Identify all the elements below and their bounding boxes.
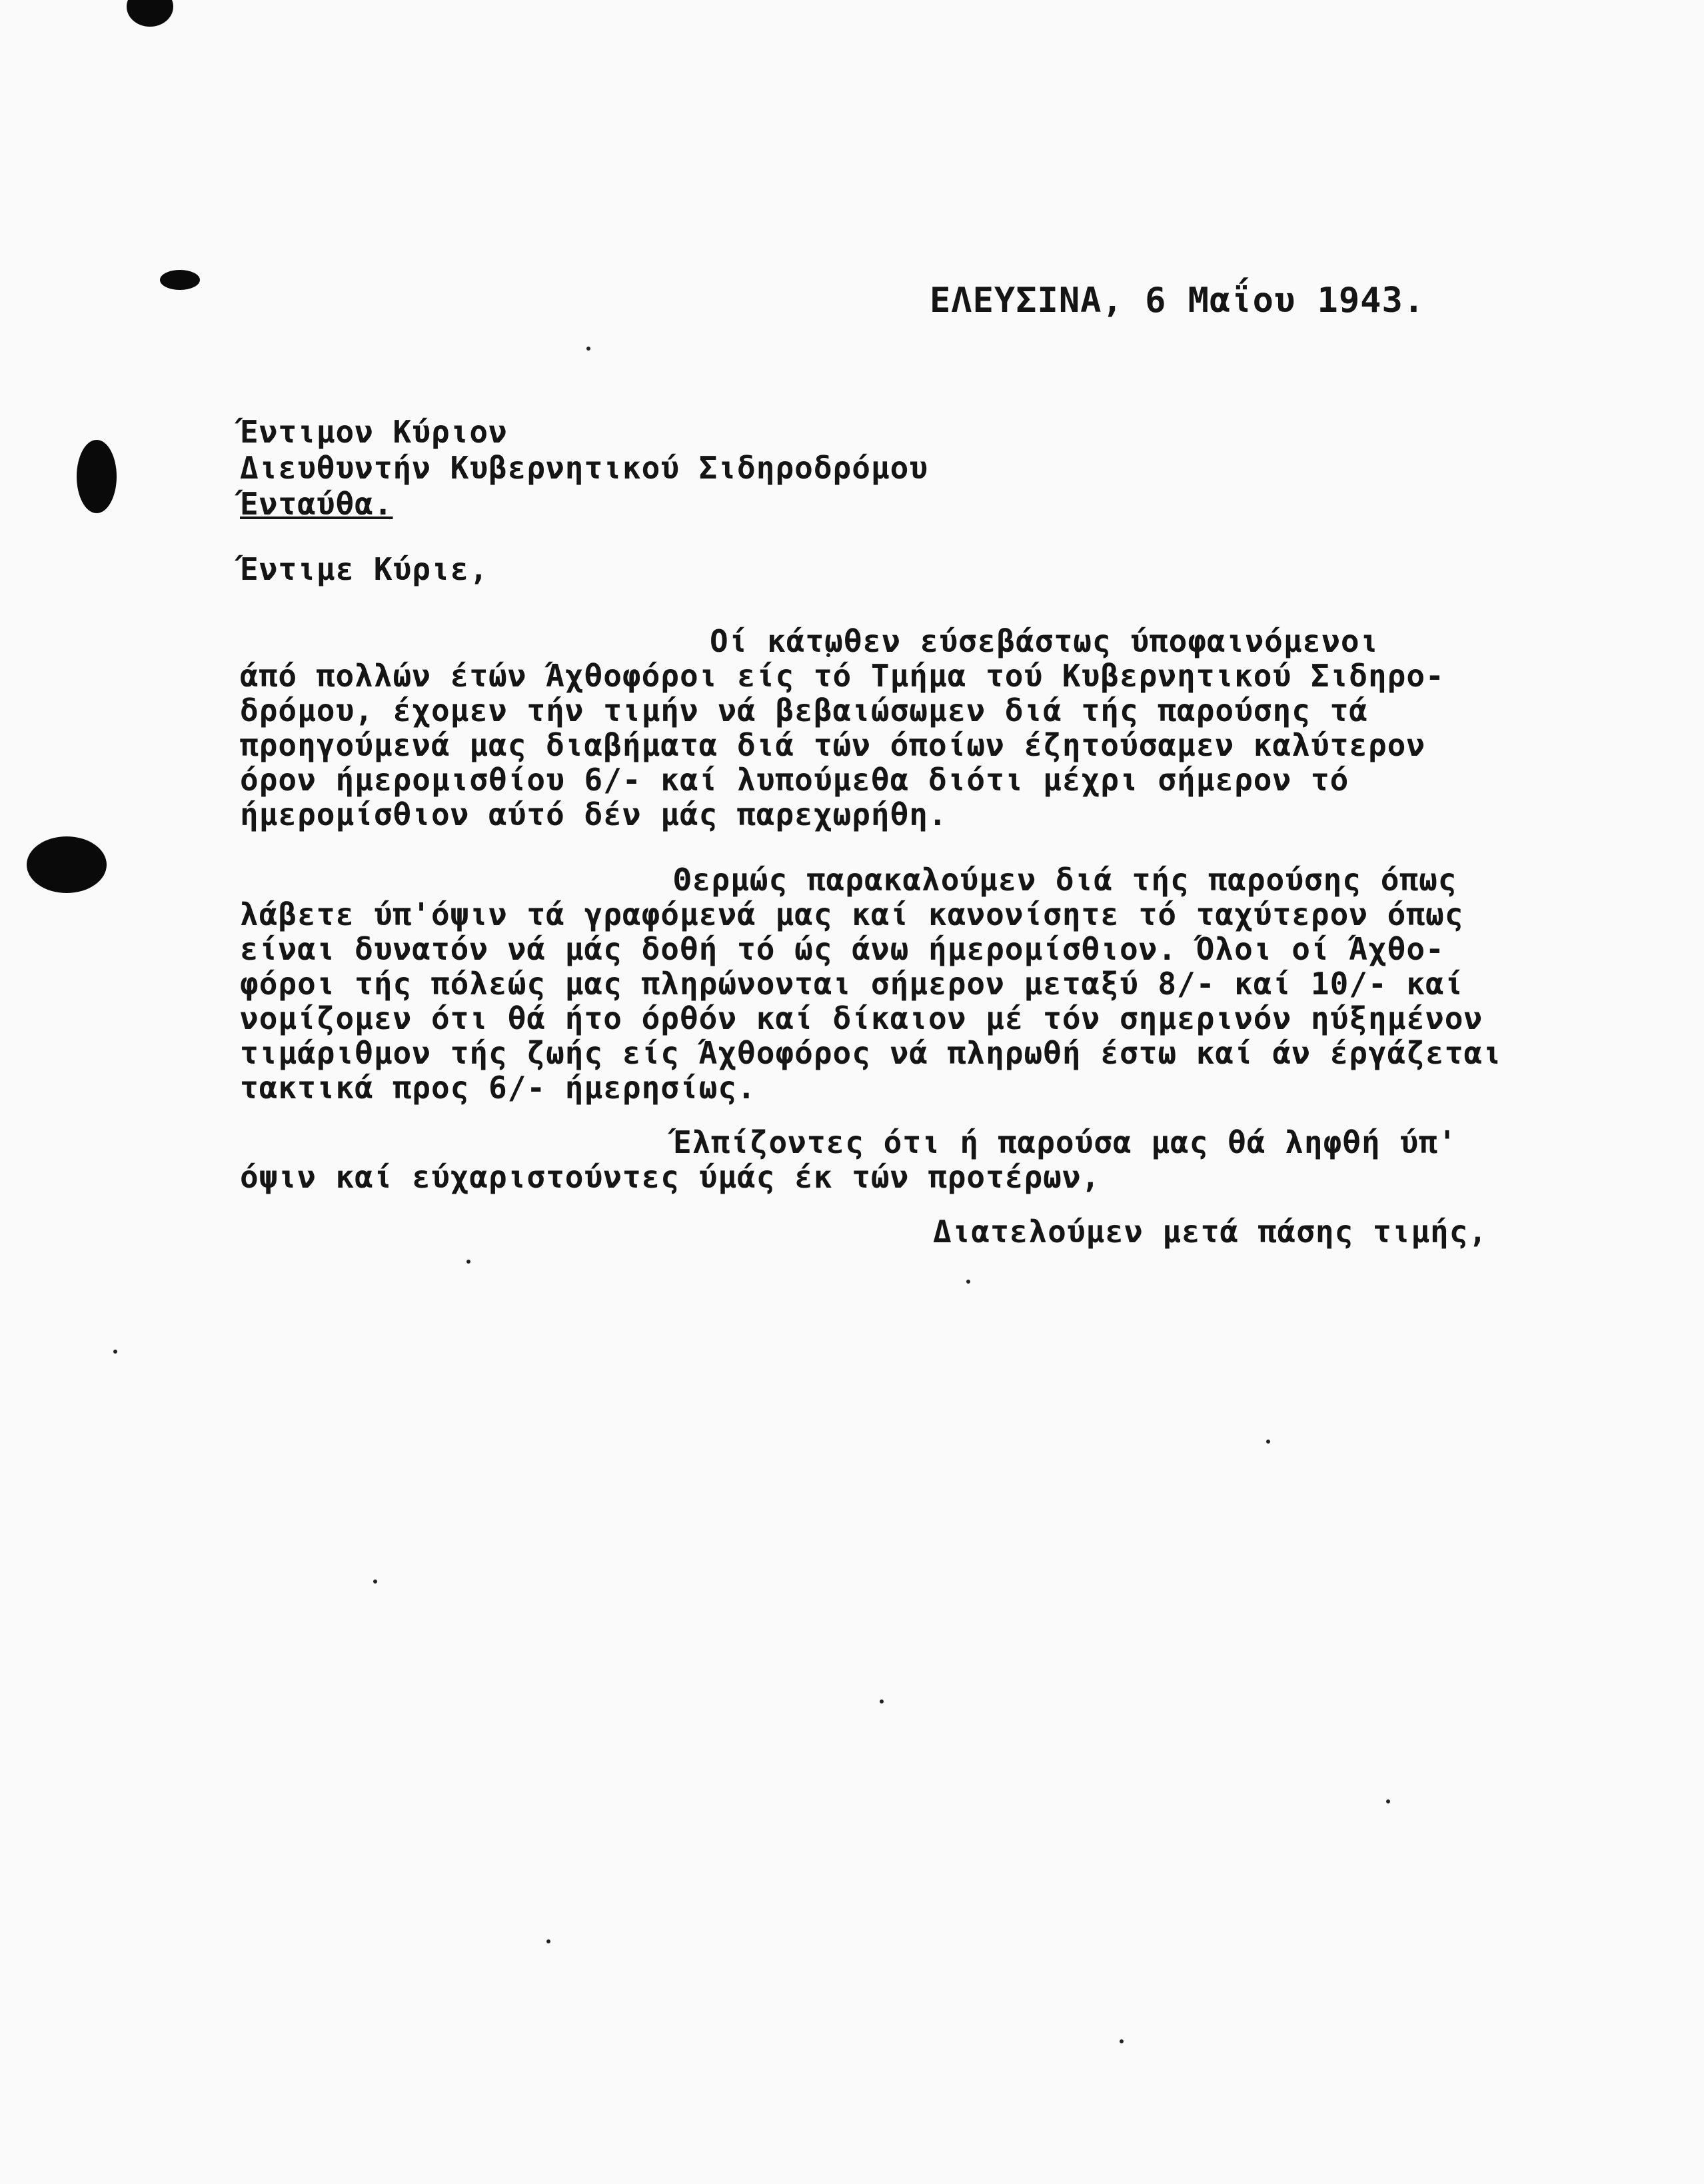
paragraph-1-line-1: Οί κάτωθεν εύσεβάστως ύποφαινόμενοι <box>710 623 1379 659</box>
closing: Διατελούμεν μετά πάσης τιμής, <box>933 1214 1488 1250</box>
recipient-line-1: Έντιμον Κύριον <box>240 414 508 450</box>
punch-hole-mark <box>77 440 117 513</box>
paragraph-1-line-6: ήμερομίσθιον αύτό δέν μάς παρεχωρήθη. <box>240 796 948 832</box>
paragraph-1-line-2: άπό πολλών έτών Άχθοφόροι είς τό Τμήμα τού Κυβερνητικού Σιδηρο- <box>240 658 1445 694</box>
paragraph-2-line-5: νομίζομεν ότι θά ήτο όρθόν καί δίκαιον μέ τόν σημερινόν ηύξημένον <box>240 1000 1483 1036</box>
dateline: ΕΛΕΥΣΙΝΑ, 6 Μαΐου 1943. <box>930 281 1425 321</box>
paragraph-3-line-2: όψιν καί εύχαριστούντες ύμάς έκ τών προτέρων, <box>240 1159 1101 1195</box>
ink-blot-top <box>127 0 173 27</box>
paragraph-3-line-1: Έλπίζοντες ότι ή παρούσα μας θά ληφθή ύπ' <box>673 1124 1457 1160</box>
paragraph-2-line-4: φόροι τής πόλεώς μας πληρώνονται σήμερον μεταξύ 8/- καί 10/- καί <box>240 966 1464 1002</box>
paragraph-2-line-1: Θερμώς παρακαλούμεν διά τής παρούσης όπως <box>673 862 1457 898</box>
paragraph-2-line-3: είναι δυνατόν νά μάς δοθή τό ώς άνω ήμερομίσθιον. Όλοι οί Άχθο- <box>240 931 1445 967</box>
recipient-line-3: Ένταύθα. <box>240 486 393 522</box>
punch-hole-lower <box>27 836 107 893</box>
salutation: Έντιμε Κύριε, <box>240 551 489 587</box>
paragraph-2-line-6: τιμάριθμον τής ζωής είς Άχθοφόρος νά πληρωθή έστω καί άν έργάζεται <box>240 1035 1502 1071</box>
paragraph-2-line-2: λάβετε ύπ'όψιν τά γραφόμενά μας καί κανονίσητε τό ταχύτερον όπως <box>240 896 1464 932</box>
paragraph-1-line-4: προηγούμενά μας διαβήματα διά τών όποίων έζητούσαμεν καλύτερον <box>240 727 1426 763</box>
paragraph-1-line-3: δρόμου, έχομεν τήν τιμήν νά βεβαιώσωμεν διά τής παρούσης τά <box>240 692 1368 728</box>
recipient-line-2: Διευθυντήν Κυβερνητικού Σιδηροδρόμου <box>240 450 928 486</box>
ink-blot-upper-left <box>160 270 200 290</box>
paragraph-1-line-5: όρον ήμερομισθίου 6/- καί λυπούμεθα διότι μέχρι σήμερον τό <box>240 762 1349 798</box>
paragraph-2-line-7: τακτικά προς 6/- ήμερησίως. <box>240 1070 756 1106</box>
